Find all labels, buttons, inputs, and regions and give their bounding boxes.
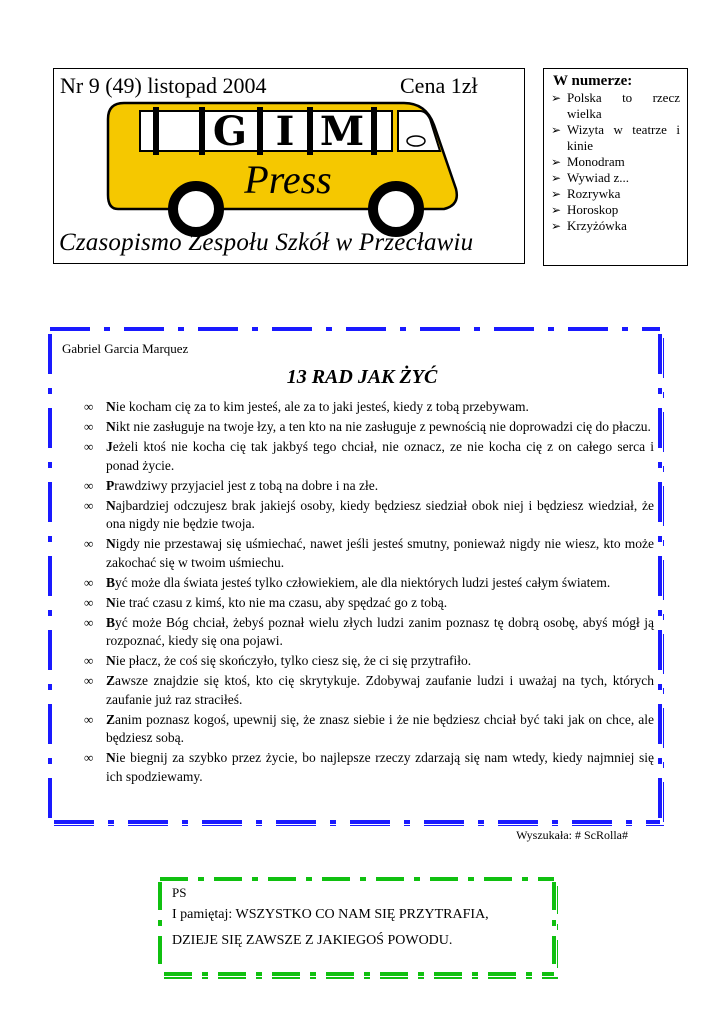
tip-item: ∞ Zanim poznasz kogoś, upewnij się, że znasz siebie i że nie będziesz chciał być taki jak on chce, ale będziesz sobą. [84, 711, 654, 745]
infinity-icon: ∞ [84, 653, 94, 668]
arrow-icon: ➢ [551, 171, 562, 185]
tip-item: ∞ Nie biegnij za szybko przez życie, bo najlepsze rzeczy zdarzają się nam wtedy, kiedy najmniej się ich spodziewamy. [84, 750, 654, 784]
ps-line-2: DZIEJE SIĘ ZAWSZE Z JAKIEGOŚ POWODU. [172, 933, 453, 948]
tip-item: ∞ Prawdziwy przyjaciel jest z tobą na dobre i na złe. [84, 477, 654, 496]
contents-item: ➢ Monodram [551, 154, 625, 169]
tip-item: ∞ Nigdy nie przestawaj się uśmiechać, nawet jeśli jesteś smutny, ponieważ nigdy nie wiesz, kto może zakochać się w twoim uśmiechu. [84, 536, 654, 570]
arrow-icon: ➢ [551, 187, 562, 201]
contents-item: ➢ Krzyżówka [551, 218, 627, 233]
tips-list [84, 398, 654, 788]
contents-item: ➢ Wizyta w teatrze i kinie [551, 122, 680, 153]
logo-word: Press [244, 157, 332, 202]
infinity-icon: ∞ [84, 477, 94, 493]
tip-item: ∞ Być może dla świata jesteś tylko człowiekiem, ale dla niektórych ludzi jesteś całym światem. [84, 574, 654, 593]
infinity-icon: ∞ [84, 574, 94, 590]
infinity-icon: ∞ [84, 536, 94, 551]
infinity-icon: ∞ [84, 711, 94, 727]
article-credit: Wyszukała: # ScRolla# [516, 828, 628, 842]
tip-item: ∞ Nikt nie zasługuje na twoje łzy, a ten kto na nie zasługuje z pewnością nie doprowadzi cię do płaczu. [84, 418, 654, 437]
tip-item: ∞ Zawsze znajdzie się ktoś, kto cię skrytykuje. Zdobywaj zaufanie ludzi i uważaj na tych, których zaufanie już raz straciłeś. [84, 673, 654, 707]
logo-letter-i: I [275, 108, 295, 155]
arrow-icon: ➢ [551, 203, 562, 217]
infinity-icon: ∞ [84, 614, 94, 630]
contents-heading: W numerze: [553, 73, 633, 89]
issue-number: Nr 9 (49) listopad 2004 [60, 73, 267, 98]
arrow-icon: ➢ [551, 91, 562, 105]
tip-item: ∞ Najbardziej odczujesz brak jakiejś osoby, kiedy będziesz siedział obok niej i będziesz wiedział, że ona nigdy nie będzie twoja. [84, 497, 654, 531]
infinity-icon: ∞ [84, 419, 94, 434]
ps-text [172, 884, 552, 954]
arrow-icon: ➢ [551, 155, 562, 169]
tip-item: ∞ Jeżeli ktoś nie kocha cię tak jakbyś tego chciał, nie oznacz, ze nie kocha cię z on całego serca i ponad życie. [84, 439, 654, 473]
contents-item: ➢ Horoskop [551, 202, 619, 217]
masthead [53, 68, 525, 264]
logo-letter-m: M [319, 108, 365, 155]
article-author: Gabriel Garcia Marquez [62, 341, 189, 356]
infinity-icon: ∞ [84, 399, 94, 414]
ps-line-1: I pamiętaj: WSZYSTKO CO NAM SIĘ PRZYTRAFIA, [172, 907, 489, 922]
article-title: 13 RAD JAK ŻYĆ [286, 366, 438, 388]
infinity-icon: ∞ [84, 673, 94, 688]
contents-list [551, 90, 680, 234]
price: Cena 1zł [400, 73, 478, 98]
infinity-icon: ∞ [84, 750, 94, 765]
contents-box [543, 68, 688, 266]
tip-item: ∞ Nie kocham cię za to kim jesteś, ale za to jaki jesteś, kiedy z tobą przebywam. [84, 398, 654, 417]
tip-item: ∞ Nie płacz, że coś się skończyło, tylko ciesz się, że ci się przytrafiło. [84, 652, 654, 671]
infinity-icon: ∞ [84, 439, 94, 454]
contents-item: ➢ Rozrywka [551, 186, 621, 201]
logo-letter-g: G [212, 108, 248, 155]
bus-logo [104, 97, 464, 237]
contents-item: ➢ Polska to rzecz wielka [551, 90, 680, 121]
tip-item: ∞ Nie trać czasu z kimś, kto nie ma czasu, aby spędzać go z tobą. [84, 594, 654, 613]
arrow-icon: ➢ [551, 123, 562, 137]
infinity-icon: ∞ [84, 497, 94, 513]
infinity-icon: ∞ [84, 594, 94, 610]
arrow-icon: ➢ [551, 219, 562, 233]
tip-item: ∞ Być może Bóg chciał, żebyś poznał wielu złych ludzi zanim poznasz tę dobrą osobę, abyś mógł ją rozpoznać, kiedy się ona pojawi. [84, 614, 654, 648]
ps-label: PS [172, 885, 187, 900]
contents-item: ➢ Wywiad z... [551, 170, 630, 185]
subtitle: Czasopismo Zespołu Szkół w Przecławiu [59, 229, 474, 256]
